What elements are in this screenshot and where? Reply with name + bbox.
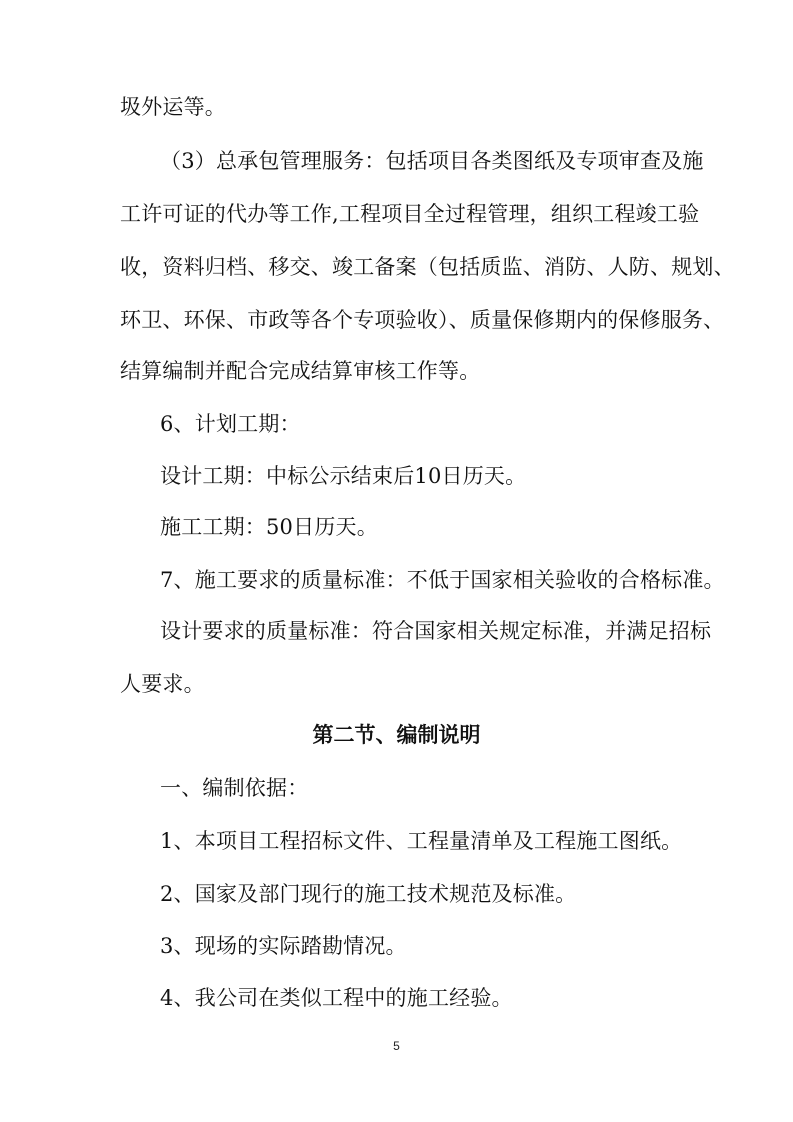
text-line: 圾外运等。 <box>120 95 226 119</box>
text-line: 收，资料归档、移交、竣工备案（包括质监、消防、人防、规划、 <box>120 255 735 279</box>
text-line: 环卫、环保、市政等各个专项验收）、质量保修期内的保修服务、 <box>120 308 725 332</box>
text-line: 人要求。 <box>120 672 205 696</box>
list-item: 1、本项目工程招标文件、工程量清单及工程施工图纸。 <box>160 829 683 853</box>
text-line: 设计要求的质量标准：符合国家相关规定标准，并满足招标 <box>160 619 712 643</box>
text-line: 工许可证的代办等工作,工程项目全过程管理，组织工程竣工验 <box>120 202 700 226</box>
text-line: 施工工期：50日历天。 <box>160 515 378 539</box>
basis-title: 一、编制依据： <box>160 776 309 800</box>
text-line: 结算编制并配合完成结算审核工作等。 <box>120 359 481 383</box>
text-line: （3）总承包管理服务：包括项目各类图纸及专项审查及施 <box>160 149 704 173</box>
text-line: 设计工期：中标公示结束后10日历天。 <box>160 464 527 488</box>
list-item: 2、国家及部门现行的施工技术规范及标准。 <box>160 882 577 906</box>
section-heading: 第二节、编制说明 <box>312 722 481 747</box>
schedule-heading: 6、计划工期： <box>160 412 301 436</box>
list-item: 3、现场的实际踏勘情况。 <box>160 934 407 958</box>
quality-heading: 7、施工要求的质量标准：不低于国家相关验收的合格标准。 <box>160 568 725 592</box>
page-number: 5 <box>393 1039 400 1053</box>
list-item: 4、我公司在类似工程中的施工经验。 <box>160 986 513 1010</box>
